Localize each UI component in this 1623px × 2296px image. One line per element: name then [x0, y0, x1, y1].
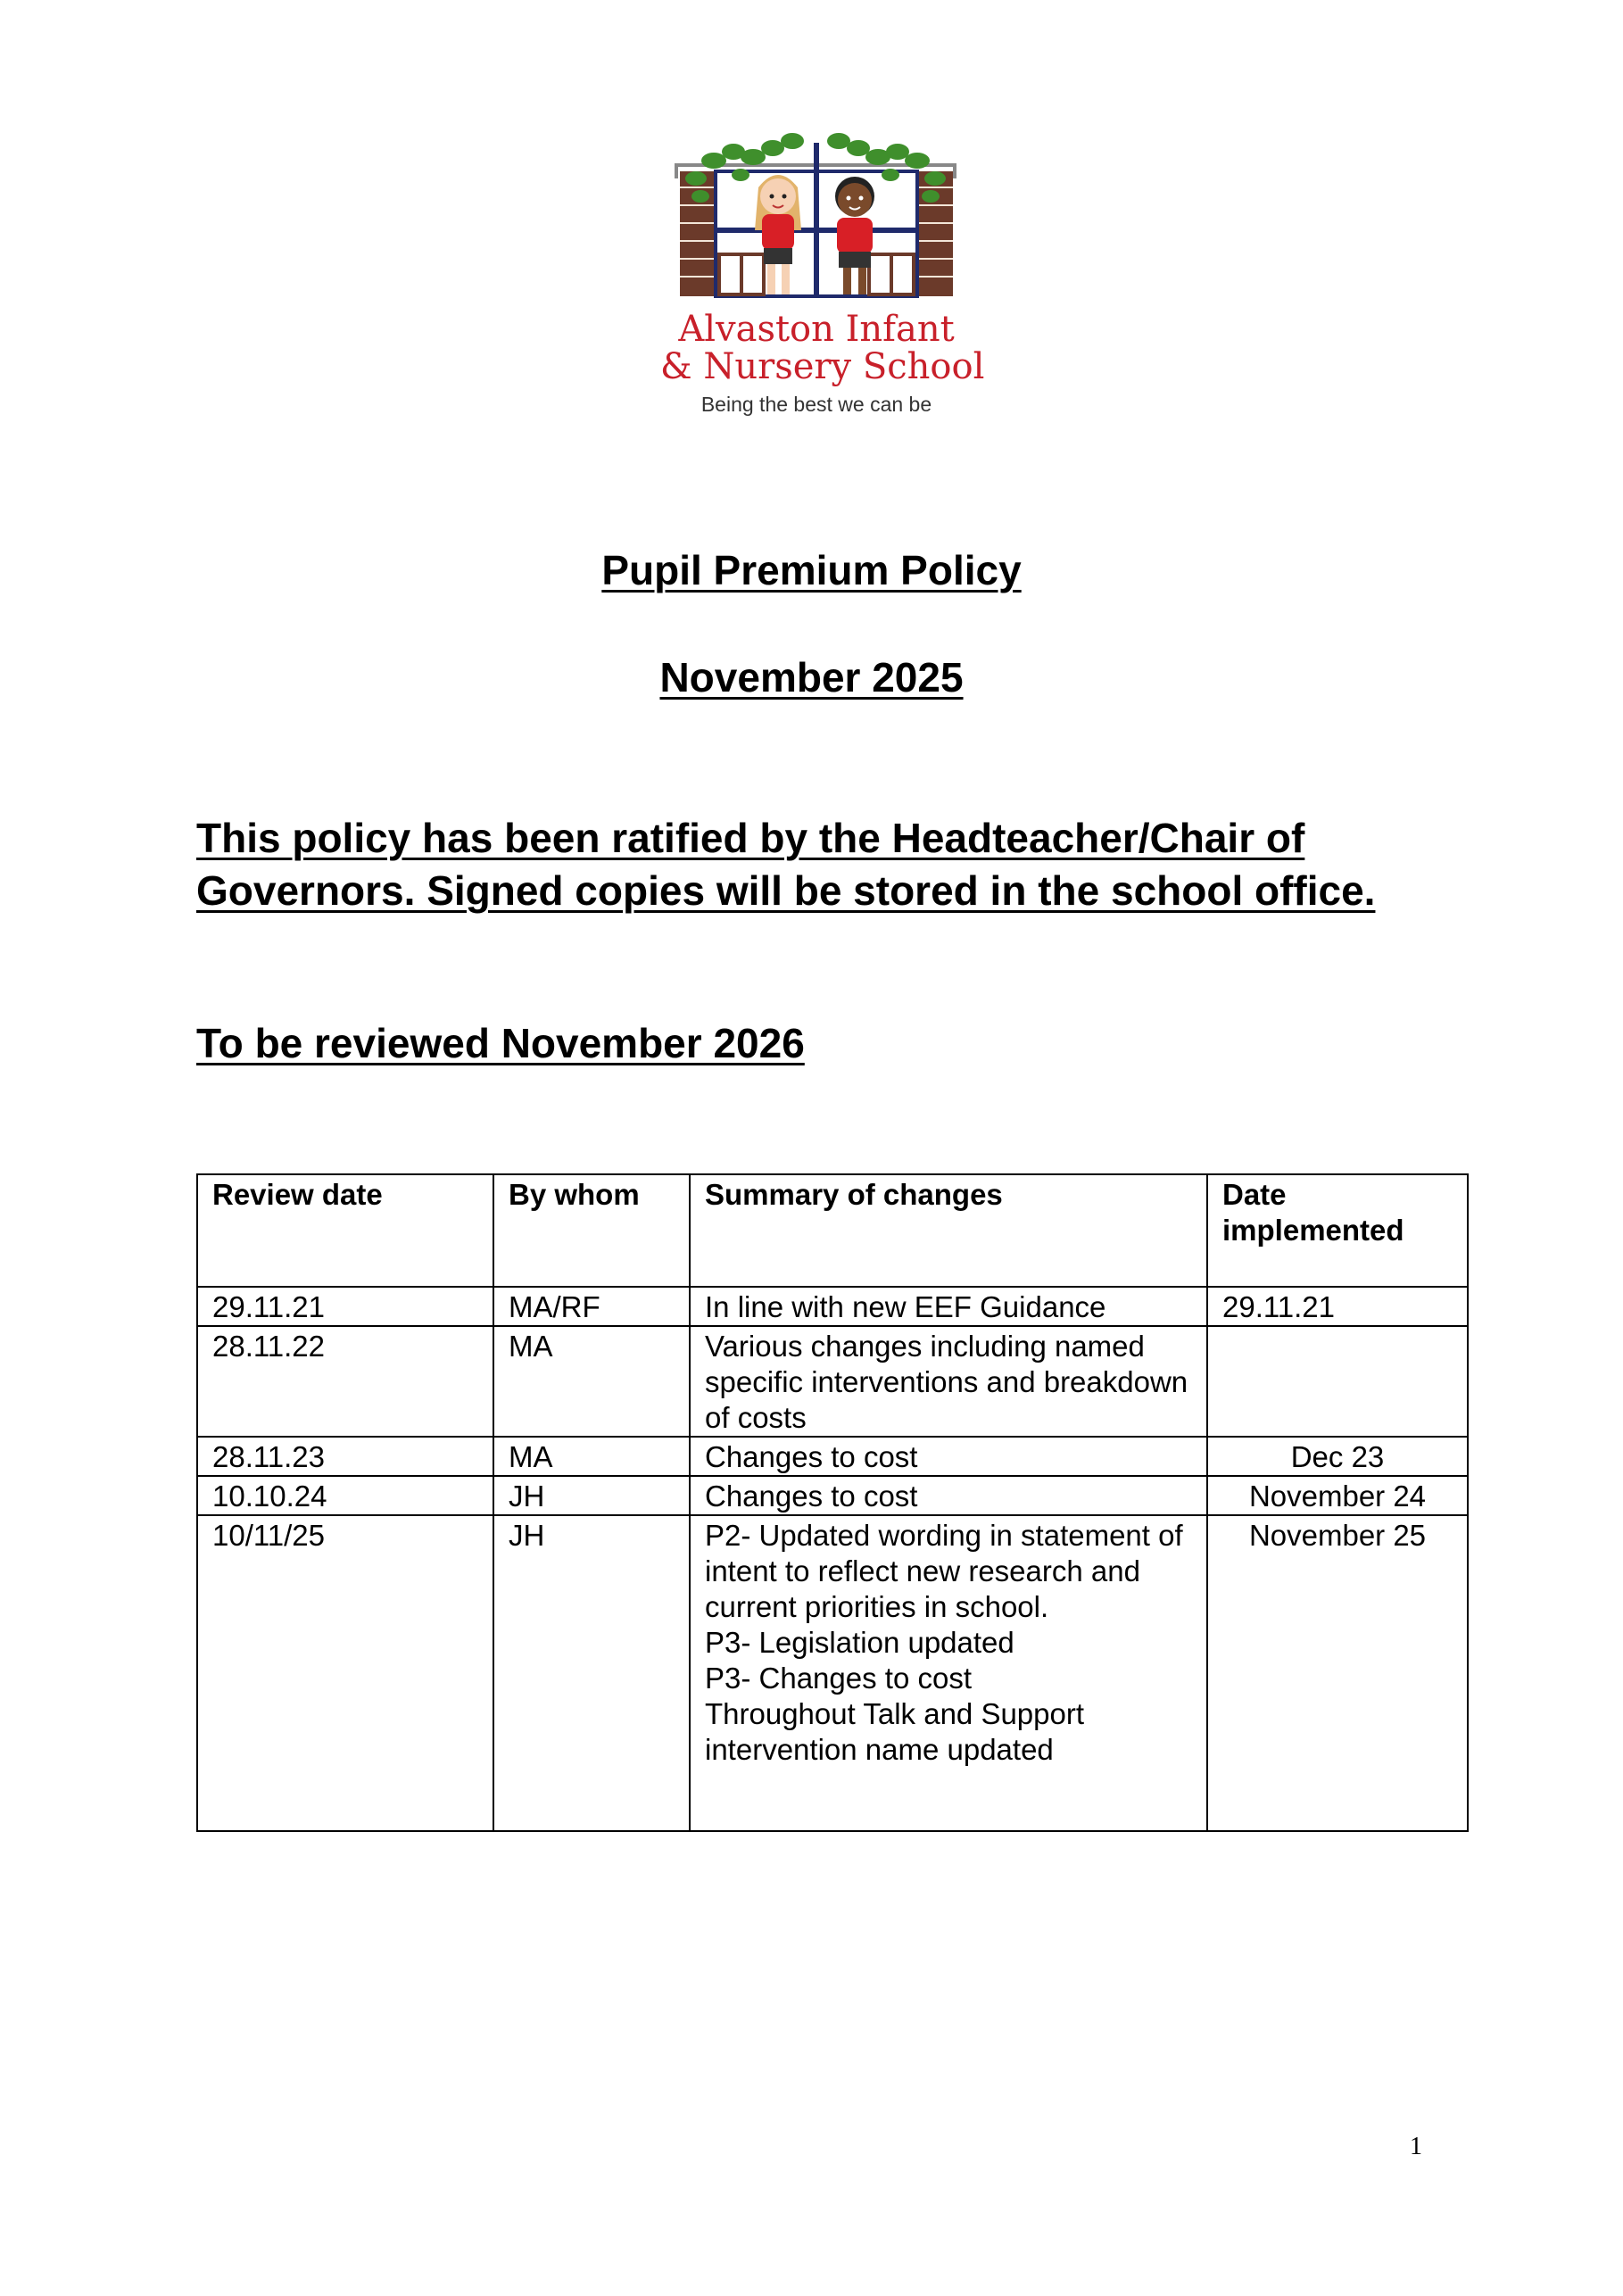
next-review-date: To be reviewed November 2026	[196, 1020, 805, 1066]
school-tagline: Being the best we can be	[700, 393, 932, 416]
cell-by-whom: MA/RF	[493, 1287, 690, 1326]
cell-review-date: 28.11.22	[197, 1326, 493, 1437]
review-history-table	[196, 1173, 1469, 1832]
table-header-row	[197, 1174, 1468, 1287]
table-row	[197, 1287, 1468, 1326]
cell-summary: Various changes including named specific interventions and breakdown of costs	[690, 1326, 1207, 1437]
policy-date: November 2025	[659, 654, 964, 700]
page-number: 1	[1410, 2133, 1422, 2160]
cell-summary: Changes to cost	[690, 1476, 1207, 1515]
cell-by-whom: JH	[493, 1476, 690, 1515]
ratification-statement: This policy has been ratified by the Headteacher/Chair of Governors. Signed copies will be stored in the school office.	[196, 815, 1376, 914]
cell-review-date: 28.11.23	[197, 1437, 493, 1476]
table-row	[197, 1515, 1468, 1831]
header-review-date: Review date	[197, 1174, 493, 1287]
cell-review-date: 29.11.21	[197, 1287, 493, 1326]
cell-date-implemented: 29.11.21	[1207, 1287, 1468, 1326]
cell-summary: Changes to cost	[690, 1437, 1207, 1476]
cell-date-implemented: November 24	[1207, 1476, 1468, 1515]
header-summary-of-changes: Summary of changes	[690, 1174, 1207, 1287]
cell-date-implemented: November 25	[1207, 1515, 1468, 1831]
cell-summary: In line with new EEF Guidance	[690, 1287, 1207, 1326]
cell-review-date: 10/11/25	[197, 1515, 493, 1831]
summary-line: Throughout Talk and Support intervention name updated	[705, 1697, 1085, 1766]
school-logo	[660, 125, 985, 424]
summary-line: P3- Changes to cost	[705, 1662, 972, 1695]
policy-title: Pupil Premium Policy	[601, 547, 1022, 593]
table-row	[197, 1437, 1468, 1476]
cell-date-implemented	[1207, 1326, 1468, 1437]
cell-by-whom: MA	[493, 1326, 690, 1437]
cell-date-implemented: Dec 23	[1207, 1437, 1468, 1476]
cell-by-whom: JH	[493, 1515, 690, 1831]
table-row	[197, 1326, 1468, 1437]
header-by-whom: By whom	[493, 1174, 690, 1287]
summary-line: P2- Updated wording in statement of intent to reflect new research and current priorities in school.	[705, 1519, 1183, 1623]
cell-by-whom: MA	[493, 1437, 690, 1476]
cell-summary	[690, 1515, 1207, 1831]
school-name-line-1: Alvaston Infant	[678, 309, 955, 350]
school-name-line-2: & Nursery School	[660, 346, 985, 387]
school-building-illustration	[660, 125, 973, 312]
header-date-implemented: Date implemented	[1207, 1174, 1468, 1287]
table-row	[197, 1476, 1468, 1515]
cell-review-date: 10.10.24	[197, 1476, 493, 1515]
summary-line: P3- Legislation updated	[705, 1626, 1014, 1659]
